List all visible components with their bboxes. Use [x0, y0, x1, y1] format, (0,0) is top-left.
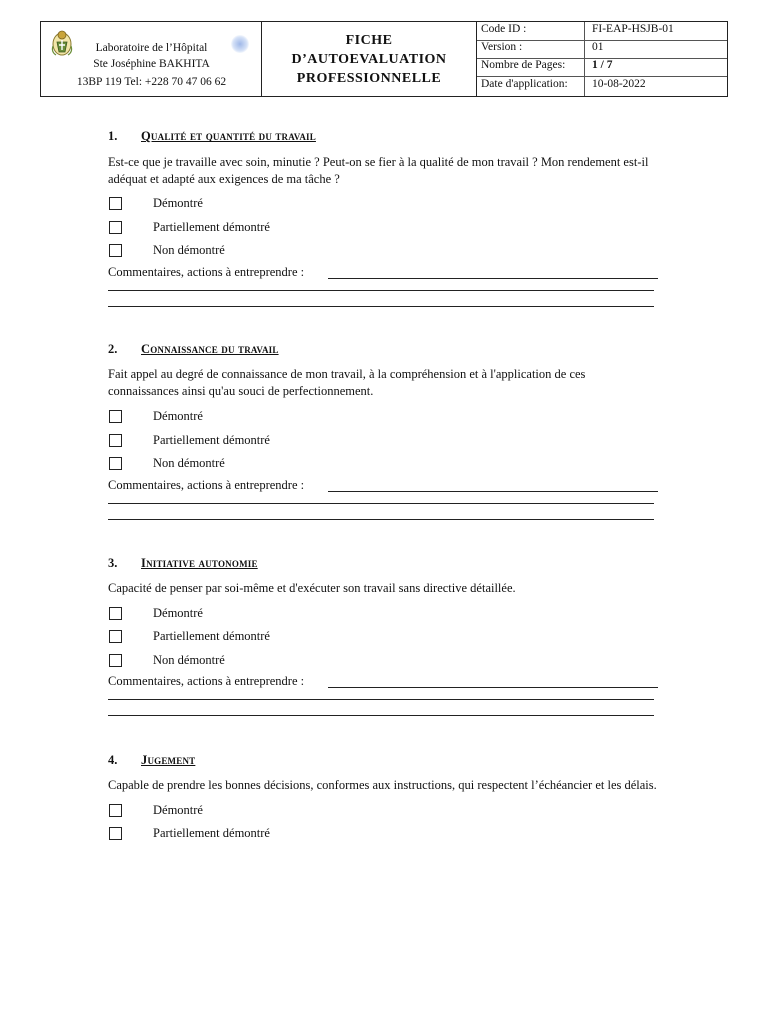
option-label: Démontré: [153, 605, 203, 620]
section-knowledge: [108, 342, 658, 520]
section-heading: [108, 342, 658, 360]
section-initiative: [108, 556, 658, 716]
section-quality: [108, 129, 658, 307]
option-label: Non démontré: [153, 243, 225, 257]
meta-value: 1 / 7: [592, 59, 613, 71]
comment-row: [108, 674, 658, 692]
option-demontre[interactable]: [108, 407, 658, 431]
option-label: Démontré: [153, 802, 203, 817]
option-non-demontre[interactable]: [108, 454, 658, 478]
comment-row: [108, 265, 658, 283]
header-meta-cell: [477, 22, 727, 96]
meta-row: [477, 40, 727, 59]
comment-line[interactable]: [108, 715, 654, 716]
checkbox[interactable]: [109, 654, 122, 667]
lab-name-line2: Ste Joséphine BAKHITA: [93, 58, 210, 70]
comment-line[interactable]: [108, 290, 654, 291]
section-number: 2.: [108, 342, 118, 356]
option-label: Partiellement démontré: [153, 826, 270, 840]
checkbox[interactable]: [109, 244, 122, 257]
header-lab-cell: [41, 22, 262, 96]
option-demontre[interactable]: [108, 604, 658, 628]
comment-label: Commentaires, actions à entreprendre :: [108, 264, 305, 279]
comment-label: Commentaires, actions à entreprendre :: [108, 477, 305, 492]
lab-contact-line: 13BP 119 Tel: +228 70 47 06 62: [76, 76, 227, 88]
section-title: Connaissance du travail: [141, 342, 279, 356]
option-partiellement[interactable]: [108, 431, 658, 455]
checkbox[interactable]: [109, 457, 122, 470]
section-description: Capacité de penser par soi-même et d'exécuter son travail sans directive détaillée.: [108, 581, 516, 595]
section-description: Fait appel au degré de connaissance de mon travail, à la compréhension et à l'application de ces connaissances ainsi qu'au souci de perfectionnement.: [108, 367, 586, 398]
option-label: Partiellement démontré: [153, 219, 270, 234]
document-header: [40, 21, 728, 97]
comment-row: [108, 478, 658, 496]
meta-key: Version :: [481, 41, 523, 53]
option-label: Partiellement démontré: [153, 629, 270, 643]
comment-line[interactable]: [108, 306, 654, 307]
option-label: Non démontré: [153, 652, 225, 667]
option-label: Démontré: [153, 196, 203, 210]
section-number: 4.: [108, 753, 118, 767]
checkbox[interactable]: [109, 410, 122, 423]
document-title: [262, 22, 477, 96]
comment-field[interactable]: [328, 491, 658, 492]
title-line1: FICHE: [345, 32, 393, 48]
checkbox[interactable]: [109, 804, 122, 817]
option-demontre[interactable]: [108, 801, 658, 825]
option-label: Partiellement démontré: [153, 432, 270, 447]
option-label: Démontré: [153, 409, 203, 423]
option-partiellement[interactable]: [108, 824, 658, 848]
option-non-demontre[interactable]: [108, 651, 658, 675]
comment-field[interactable]: [328, 687, 658, 688]
checkbox[interactable]: [109, 607, 122, 620]
comment-line[interactable]: [108, 699, 654, 700]
meta-row: [477, 58, 727, 77]
meta-value: 10-08-2022: [592, 78, 646, 90]
section-judgement: [108, 753, 658, 848]
meta-key: Date d'application:: [481, 78, 568, 90]
checkbox[interactable]: [109, 434, 122, 447]
option-partiellement[interactable]: [108, 218, 658, 242]
comment-label: Commentaires, actions à entreprendre :: [108, 674, 305, 688]
checkbox[interactable]: [109, 221, 122, 234]
checkbox[interactable]: [109, 630, 122, 643]
title-line2: D’AUTOEVALUATION: [291, 51, 447, 67]
option-partiellement[interactable]: [108, 627, 658, 651]
section-number: 3.: [108, 556, 118, 570]
meta-key: Nombre de Pages:: [481, 59, 566, 71]
section-heading: [108, 556, 658, 574]
section-description: Capable de prendre les bonnes décisions, conformes aux instructions, qui respectent l’échéancier et les délais.: [108, 778, 657, 792]
section-title: Jugement: [141, 753, 196, 767]
option-non-demontre[interactable]: [108, 241, 658, 265]
lab-name-line1: Laboratoire de l’Hôpital: [95, 42, 208, 54]
meta-value: 01: [592, 41, 604, 53]
section-heading: [108, 753, 658, 771]
title-line3: PROFESSIONNELLE: [296, 70, 442, 86]
comment-line[interactable]: [108, 503, 654, 504]
checkbox[interactable]: [109, 197, 122, 210]
option-label: Non démontré: [153, 456, 225, 470]
section-title: Qualité et quantité du travail: [141, 129, 316, 143]
checkbox[interactable]: [109, 827, 122, 840]
meta-key: Code ID :: [481, 23, 527, 35]
meta-value: FI-EAP-HSJB-01: [592, 23, 674, 35]
section-title: Initiative autonomie: [141, 556, 258, 570]
meta-row: [477, 77, 727, 95]
comment-line[interactable]: [108, 519, 654, 520]
comment-field[interactable]: [328, 278, 658, 279]
option-demontre[interactable]: [108, 194, 658, 218]
section-heading: [108, 129, 658, 147]
section-description: Est-ce que je travaille avec soin, minutie ? Peut-on se fier à la qualité de mon travail ? Mon rendement est-il adéquat et adapté aux exigences de ma tâche ?: [108, 155, 649, 186]
meta-row: [477, 22, 727, 41]
section-number: 1.: [108, 129, 118, 143]
